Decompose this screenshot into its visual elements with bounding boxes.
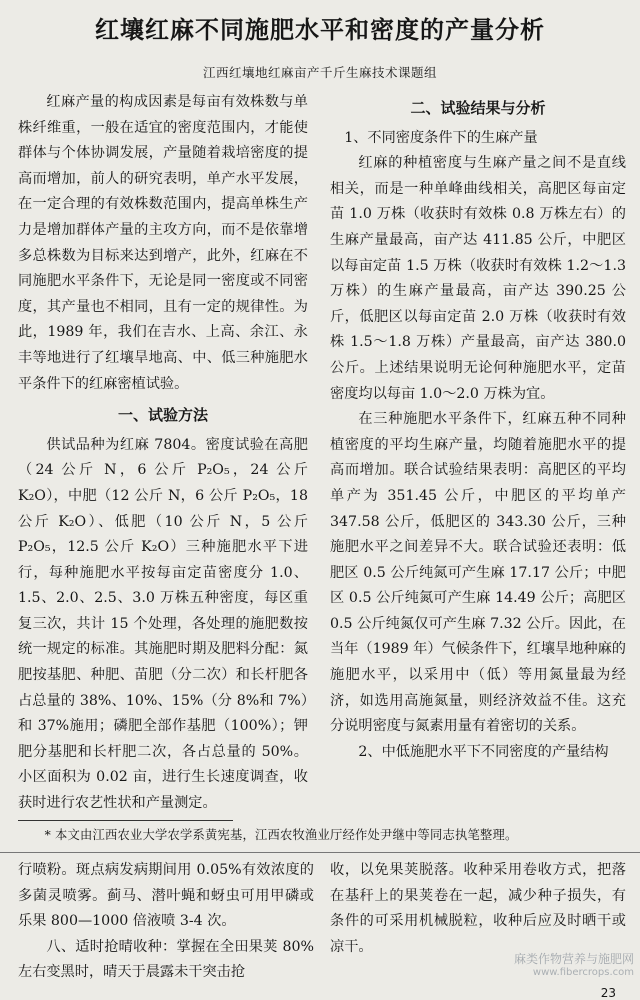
subheading-density-yield: 1、不同密度条件下的生麻产量 [344,129,538,146]
left-column [18,90,308,820]
subheading-yield-structure: 2、中低施肥水平下不同密度的产量结构 [358,743,609,760]
footnote: * 本文由江西农业大学农学系黄宪基，江西农牧渔业厅经作处尹继中等同志执笔整理。 [44,828,518,842]
section-heading-results: 二、试验结果与分析 [410,99,546,117]
site-watermark [514,952,634,980]
article-title: 红壤红麻不同施肥水平和密度的产量分析 [95,16,545,44]
watermark-url: www.fibercrops.com [532,967,634,978]
intro-paragraph: 红麻产量的构成因素是每亩有效株数与单株纤维重，一般在适宜的密度范围内，才能使群体与个体协调发展，产量随着栽培密度的提高而增加，前人的研究表明，单产水平发展，在一定合理的有效株数范围内，提高单株生产力是增加群体产量的主攻方向，而不是依靠增多总株数为目标来达到增产，此外，红麻在不同施肥水平条件下，无论是同一密度或不同密度，其产量也不相同，且有一定的规律性。为此，1989 年，我们在吉水、上高、余江、永丰等地进行了红壤旱地高、中、低三种施肥水平条件下的红麻密植试验。 [18,94,308,392]
page-cut-line [0,852,640,853]
watermark-site-name: 麻类作物营养与施肥网 [513,952,634,966]
methods-paragraph: 供试品种为红麻 7804。密度试验在高肥（24 公斤 N，6 公斤 P₂O₅，24 公斤 K₂O），中肥（12 公斤 N，6 公斤 P₂O₅，18 公斤 K₂O）、低肥（10 公斤 N，5 公斤 P₂O₅，12.5 公斤 K₂O）三种施肥水平下进行，每种施肥水平按每亩定苗密度分 1.0、1.5、2.0、2.5、3.0 万株五种密度，每区重复三次，共计 15 个处理，各处理的施肥数按统一规定的标准。其施肥时期及肥料分配：氮肥按基肥、种肥、苗肥（分二次）和长杆肥各占总量的 38%、10%、15%（分 8%和 7%）和 37%施用；磷肥全部作基肥（100%）；钾肥分基肥和长杆肥二次，各占总量的 50%。小区面积为 0.02 亩，进行生长速度调查，收获时进行农艺性状和产量测定。 [18,436,308,812]
bottom-left-column [18,858,314,998]
bottom-left-text: 行喷粉。斑点病发病期间用 0.05%有效浓度的多菌灵喷雾。蓟马、潜叶蝇和蚜虫可用甲磷或乐果 800—1000 倍液喷 3-4 次。 [18,862,314,930]
results-paragraph-1: 红麻的种植密度与生麻产量之间不是直线相关，而是一种单峰曲线相关，高肥区每亩定苗 1.0 万株（收获时有效株 0.8 万株左右）的生麻产量最高，亩产达 411.85 公斤，中肥区以每亩定苗 1.5 万株（收获时有效株 1.2～1.3 万株）的生麻产量最高，亩产达 390.25 公斤，低肥区以每亩定苗 2.0 万株（收获时有效株 1.5～1.8 万株）产量最高，亩产达 380.0 公斤。上述结果说明无论何种施肥水平，定苗密度均以每亩 1.0～2.0 万株为宜。 [330,155,626,402]
page-number: 23 [600,986,616,1000]
bottom-right-text: 收，以免果荚脱落。收种采用卷收方式，把落在基秆上的果荚卷在一起，减少种子损失，有条件的可采用机械脱粒，收种后应及时晒干或凉干。 [330,862,626,955]
section-heading-harvest: 八、适时抢晴收种：掌握在全田果荚 80%左右变黑时，晴天于晨露未干突击抢 [18,938,314,981]
footnote-divider [18,820,233,821]
right-column [330,90,626,820]
section-heading-methods: 一、试验方法 [117,406,208,425]
author-group: 江西红壤地红麻亩产千斤生麻技术课题组 [202,65,437,80]
results-paragraph-2: 在三种施肥水平条件下，红麻五种不同种植密度的平均生麻产量，均随着施肥水平的提高而增加。联合试验结果表明：高肥区的平均单产为 351.45 公斤，中肥区的平均单产 347.58 公斤，低肥区的 343.30 公斤，三种施肥水平之间差异不大。联合试验还表明：低肥区 0.5 公斤纯氮可产生麻 17.17 公斤；中肥区 0.5 公斤纯氮可产生麻 14.49 公斤；高肥区 0.5 公斤纯氮仅可产生麻 7.32 公斤。因此，在当年（1989 年）气候条件下，红壤旱地种麻的施肥水平，以采用中（低）等用氮量最为经济，如选用高施氮量，则经济效益不佳。这充分说明密度与氮素用量有着密切的关系。 [330,411,626,735]
